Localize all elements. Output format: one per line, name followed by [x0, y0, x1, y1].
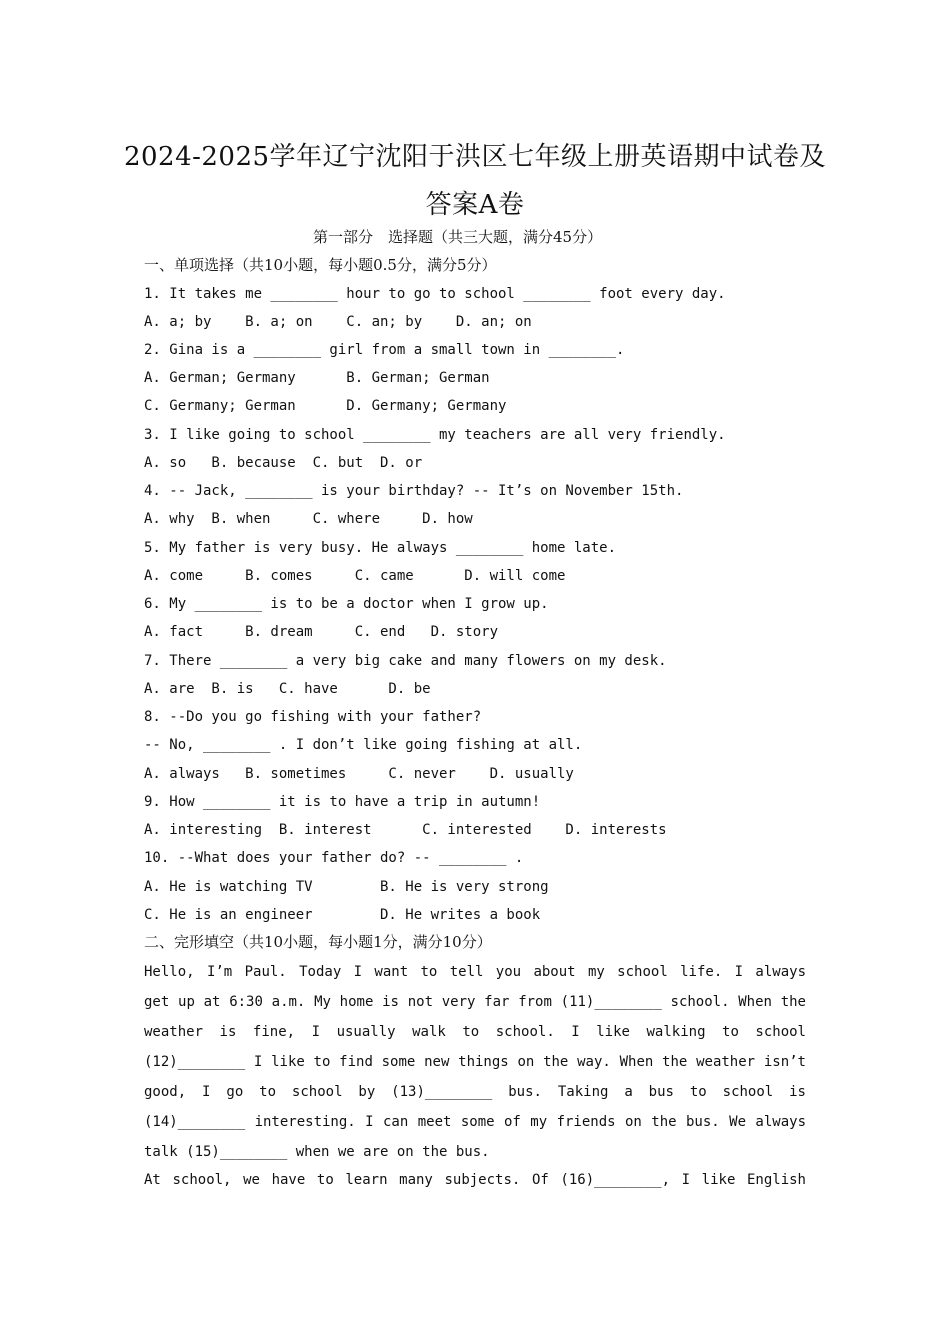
question-line: 9. How ________ it is to have a trip in autumn! — [144, 794, 541, 810]
options-line: A. He is watching TV B. He is very strong — [144, 879, 549, 895]
options-line: A. so B. because C. but D. or — [144, 455, 423, 471]
section1-heading: 一、单项选择（共10小题，每小题0.5分，满分5分） — [144, 256, 497, 274]
passage-line: good, I go to school by (13)________ bus. Taking a bus to school is — [144, 1084, 806, 1100]
passage-line: talk (15)________ when we are on the bus. — [144, 1144, 490, 1160]
passage-line: (14)________ interesting. I can meet some of my friends on the bus. We always — [144, 1114, 806, 1130]
cloze-passage-paragraph-1 — [144, 957, 806, 1167]
passage-line: weather is fine, I usually walk to school. I like walking to school — [144, 1024, 806, 1040]
options-line: A. German; Germany B. German; German — [144, 370, 490, 386]
passage-line: (12)________ I like to find some new things on the way. When the weather isn’t — [144, 1054, 806, 1070]
question-line: 10. --What does your father do? -- ________ . — [144, 850, 524, 866]
passage-line: get up at 6:30 a.m. My home is not very far from (11)________ school. When the — [144, 994, 806, 1010]
options-line: A. are B. is C. have D. be — [144, 681, 431, 697]
document-title-line-1: 2024-2025学年辽宁沈阳于洪区七年级上册英语期中试卷及 — [123, 142, 827, 172]
options-line: C. He is an engineer D. He writes a book — [144, 907, 541, 923]
passage-line: At school, we have to learn many subjects. Of (16)________, I like English — [144, 1172, 806, 1188]
document-title-line-2: 答案A卷 — [425, 190, 525, 220]
question-line: 8. --Do you go fishing with your father? — [144, 709, 482, 725]
options-line: A. a; by B. a; on C. an; by D. an; on — [144, 314, 532, 330]
options-line: A. come B. comes C. came D. will come — [144, 568, 566, 584]
question-line: -- No, ________ . I don’t like going fishing at all. — [144, 737, 583, 753]
cloze-passage-paragraph-2 — [144, 1165, 806, 1195]
options-line: A. interesting B. interest C. interested D. interests — [144, 822, 667, 838]
question-line: 5. My father is very busy. He always ________ home late. — [144, 540, 617, 556]
options-line: A. always B. sometimes C. never D. usually — [144, 766, 574, 782]
question-line: 3. I like going to school ________ my teachers are all very friendly. — [144, 427, 726, 443]
options-line: A. why B. when C. where D. how — [144, 511, 473, 527]
question-line: 7. There ________ a very big cake and many flowers on my desk. — [144, 653, 667, 669]
question-line: 4. -- Jack, ________ is your birthday? -- It’s on November 15th. — [144, 483, 684, 499]
options-line: C. Germany; German D. Germany; Germany — [144, 398, 507, 414]
question-line: 1. It takes me ________ hour to go to school ________ foot every day. — [144, 286, 726, 302]
options-line: A. fact B. dream C. end D. story — [144, 624, 499, 640]
question-line: 6. My ________ is to be a doctor when I grow up. — [144, 596, 549, 612]
passage-line: Hello, I’m Paul. Today I want to tell you about my school life. I always — [144, 964, 806, 980]
question-line: 2. Gina is a ________ girl from a small town in ________. — [144, 342, 625, 358]
section2-heading: 二、完形填空（共10小题，每小题1分，满分10分） — [144, 933, 492, 951]
part1-heading: 第一部分 选择题（共三大题，满分45分） — [313, 228, 603, 246]
